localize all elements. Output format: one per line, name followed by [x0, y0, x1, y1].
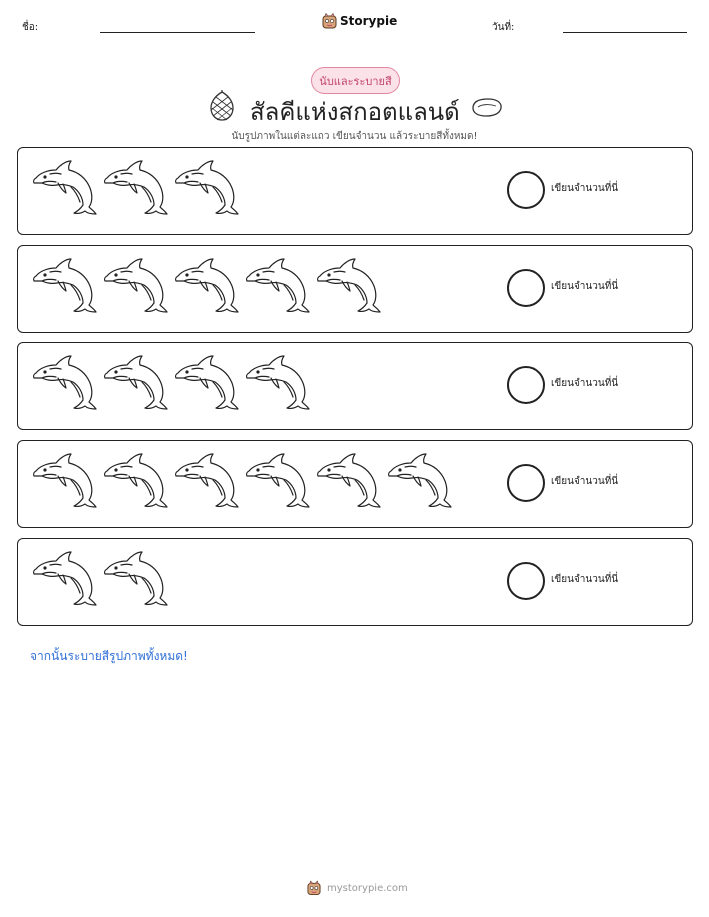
date-label: วันที่:	[492, 22, 515, 33]
brand	[322, 13, 397, 29]
dolphin-icon	[30, 254, 101, 316]
dolphin-icon	[243, 449, 314, 511]
dolphin-icon	[172, 449, 243, 511]
dolphin-icon	[172, 351, 243, 413]
answer-circle[interactable]	[507, 366, 545, 404]
dolphin-icon	[243, 351, 314, 413]
instructions: นับรูปภาพในแต่ละแถว เขียนจำนวน แล้วระบายสีทั้งหมด!	[231, 131, 478, 142]
name-line[interactable]	[100, 32, 255, 33]
storypie-logo-icon	[307, 880, 321, 896]
worksheet-title: สัลคีแห่งสกอตแลนด์	[250, 98, 460, 126]
activity-badge: นับและระบายสี	[311, 67, 400, 94]
dolphin-icon	[101, 254, 172, 316]
dolphin-group	[30, 351, 314, 413]
answer-label: เขียนจำนวนที่นี่	[551, 476, 619, 487]
count-row	[17, 147, 693, 235]
pebble-icon	[470, 96, 504, 118]
dolphin-group	[30, 254, 385, 316]
closing-instruction: จากนั้นระบายสีรูปภาพทั้งหมด!	[30, 649, 188, 663]
answer-label: เขียนจำนวนที่นี่	[551, 378, 619, 389]
dolphin-icon	[314, 449, 385, 511]
count-row	[17, 245, 693, 333]
answer-circle[interactable]	[507, 171, 545, 209]
dolphin-icon	[101, 449, 172, 511]
count-row	[17, 538, 693, 626]
dolphin-icon	[101, 351, 172, 413]
dolphin-icon	[385, 449, 456, 511]
dolphin-icon	[30, 547, 101, 609]
dolphin-icon	[30, 449, 101, 511]
dolphin-icon	[30, 351, 101, 413]
answer-circle[interactable]	[507, 464, 545, 502]
count-row	[17, 440, 693, 528]
dolphin-icon	[243, 254, 314, 316]
dolphin-group	[30, 547, 172, 609]
count-row	[17, 342, 693, 430]
answer-label: เขียนจำนวนที่นี่	[551, 183, 619, 194]
answer-label: เขียนจำนวนที่นี่	[551, 281, 619, 292]
dolphin-icon	[30, 156, 101, 218]
dolphin-group	[30, 449, 456, 511]
dolphin-icon	[172, 156, 243, 218]
site-url: mystorypie.com	[327, 882, 408, 894]
name-label: ชื่อ:	[22, 22, 39, 33]
dolphin-icon	[172, 254, 243, 316]
answer-circle[interactable]	[507, 269, 545, 307]
date-line[interactable]	[563, 32, 687, 33]
dolphin-icon	[101, 156, 172, 218]
site-footer	[307, 880, 408, 896]
answer-circle[interactable]	[507, 562, 545, 600]
dolphin-icon	[314, 254, 385, 316]
answer-label: เขียนจำนวนที่นี่	[551, 574, 619, 585]
storypie-logo-icon	[322, 13, 337, 29]
dolphin-icon	[101, 547, 172, 609]
dolphin-group	[30, 156, 243, 218]
brand-name: Storypie	[340, 14, 398, 28]
